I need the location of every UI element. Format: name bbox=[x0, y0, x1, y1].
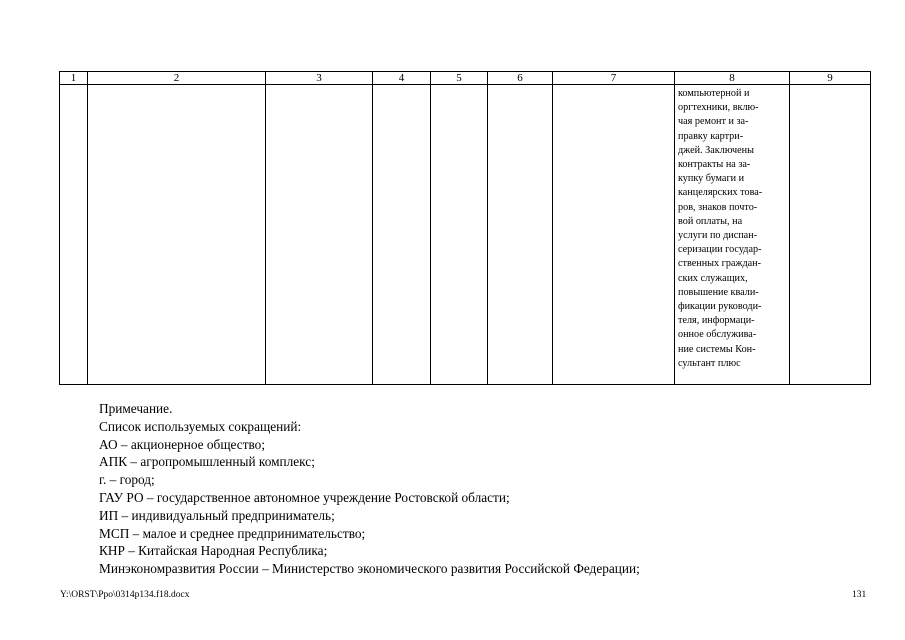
data-table bbox=[59, 71, 871, 385]
table-cell-3 bbox=[266, 85, 373, 385]
column-header-8: 8 bbox=[675, 72, 790, 85]
table-cell-9 bbox=[790, 85, 871, 385]
table-cell-6 bbox=[488, 85, 553, 385]
table-row bbox=[60, 85, 871, 385]
abbreviation-item: ИП – индивидуальный предприниматель; bbox=[99, 507, 335, 523]
abbreviation-item: ГАУ РО – государственное автономное учреждение Ростовской области; bbox=[99, 489, 510, 505]
column-header-3: 3 bbox=[266, 72, 373, 85]
table-cell-1 bbox=[60, 85, 88, 385]
footer-file-path: Y:\ORST\Ppo\0314p134.f18.docx bbox=[60, 590, 190, 600]
table-cell-5 bbox=[431, 85, 488, 385]
abbreviation-item: МСП – малое и среднее предпринимательство; bbox=[99, 525, 366, 541]
table-cell-8: компьютерной и оргтехники, вклю- чая ремонт и за- правку картри- джей. Заключены контракты на за- купку бумаги и канцелярских това- ров, знаков почто- вой оплаты, на услуги по диспан- серизации государ- ственных граждан- ских служащих, повышение квали- фикации руководи- теля, информаци- онное обслужива- ние системы Кон- сультант плюс bbox=[675, 85, 790, 385]
abbreviation-item: КНР – Китайская Народная Республика; bbox=[99, 543, 328, 559]
table-cell-7 bbox=[553, 85, 675, 385]
table-cell-4 bbox=[373, 85, 431, 385]
column-header-2: 2 bbox=[88, 72, 266, 85]
notes-heading: Примечание. bbox=[99, 401, 173, 416]
column-header-7: 7 bbox=[553, 72, 675, 85]
column-header-5: 5 bbox=[431, 72, 488, 85]
column-header-9: 9 bbox=[790, 72, 871, 85]
abbreviation-item: г. – город; bbox=[99, 472, 155, 488]
abbreviation-item: Минэкономразвития России – Министерство экономического развития Российской Федерации; bbox=[99, 561, 640, 577]
notes-section bbox=[99, 400, 640, 578]
column-header-4: 4 bbox=[373, 72, 431, 85]
table-cell-2 bbox=[88, 85, 266, 385]
abbreviation-item: АО – акционерное общество; bbox=[99, 436, 266, 452]
column-header-6: 6 bbox=[488, 72, 553, 85]
abbreviations-title: Список используемых сокращений: bbox=[99, 418, 302, 434]
abbreviation-item: АПК – агропромышленный комплекс; bbox=[99, 454, 315, 470]
page-number: 131 bbox=[852, 590, 867, 600]
column-header-1: 1 bbox=[60, 72, 88, 85]
table-header-row bbox=[60, 72, 871, 85]
